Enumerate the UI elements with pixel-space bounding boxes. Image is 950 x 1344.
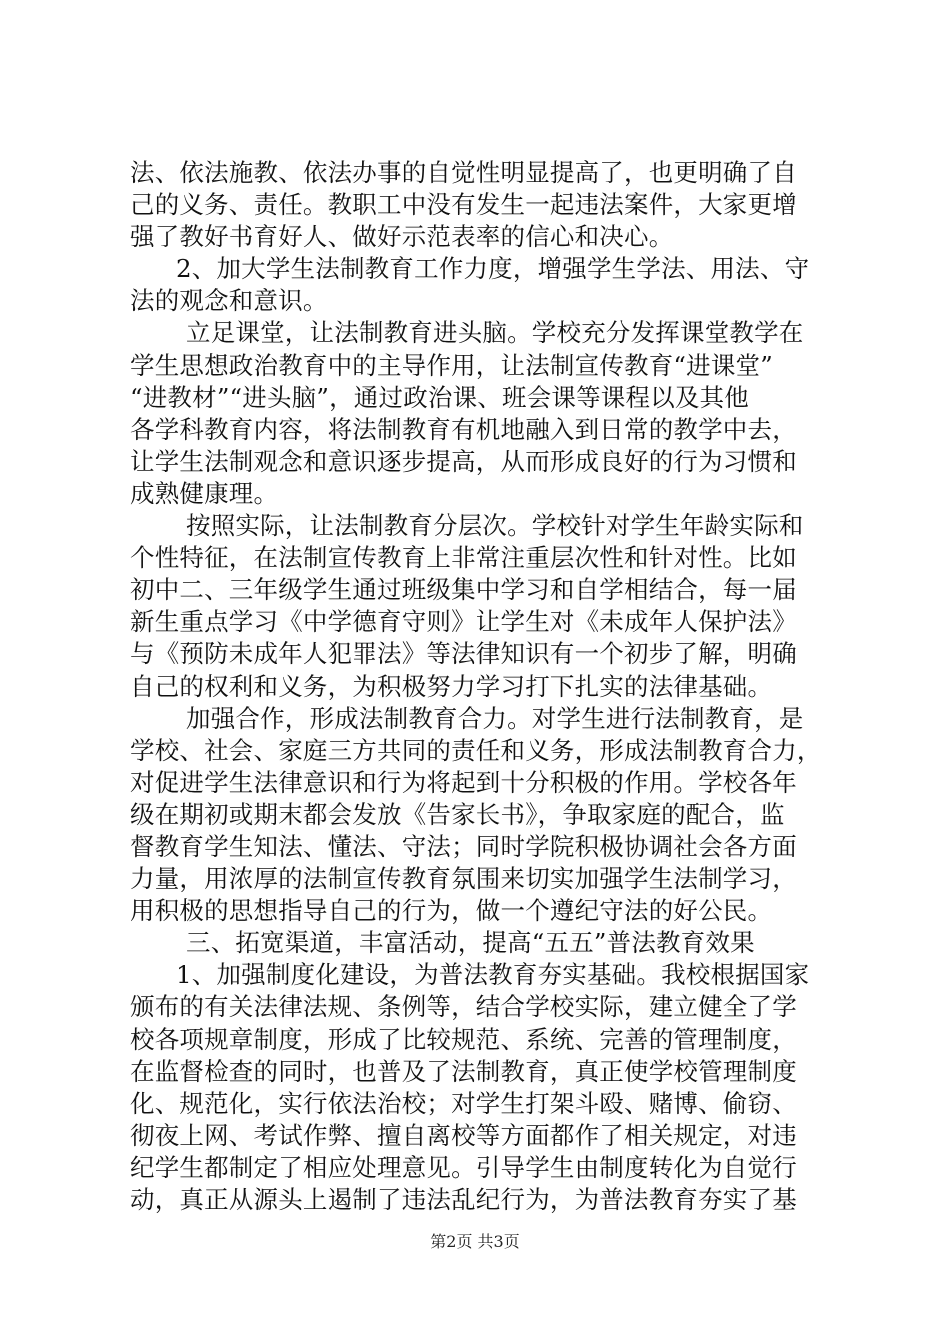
text-line: “进教材”“进头脑”，通过政治课、班会课等课程以及其他 [130,382,749,412]
text-line: 动，真正从源头上遏制了违法乱纪行为，为普法教育夯实了基 [130,1185,797,1214]
text-line: 校各项规章制度，形成了比较规范、系统、完善的管理制度， [130,1024,797,1054]
text-line: 立足课堂，让法制教育进头脑。学校充分发挥课堂教学在 [186,318,804,348]
section-heading: 三、拓宽渠道，丰富活动，提高“五五”普法教育效果 [186,928,755,958]
text-line: 新生重点学习《中学德育守则》让学生对《未成年人保护法》 [130,607,797,637]
text-line: 彻夜上网、考试作弊、擅自离校等方面都作了相关规定，对违 [130,1120,797,1150]
text-line: 1、加强制度化建设，为普法教育夯实基础。我校根据国家 [176,960,810,990]
page-number: 第2页 共3页 [430,1232,520,1251]
text-line: 强了教好书育好人、做好示范表率的信心和决心。 [130,222,674,252]
text-line: 成熟健康理。 [130,478,279,508]
text-line: 按照实际，让法制教育分层次。学校针对学生年龄实际和 [186,511,804,541]
text-line: 学生思想政治教育中的主导作用，让法制宣传教育“进课堂” [130,350,773,380]
text-line: 用积极的思想指导自己的行为，做一个遵纪守法的好公民。 [130,896,773,926]
text-line: 自己的权利和义务，为积极努力学习打下扎实的法律基础。 [130,671,773,701]
text-line: 纪学生都制定了相应处理意见。引导学生由制度转化为自觉行 [130,1152,797,1182]
text-line: 让学生法制观念和意识逐步提高，从而形成良好的行为习惯和 [130,446,797,476]
text-line: 颁布的有关法律法规、条例等，结合学校实际，建立健全了学 [130,992,797,1022]
text-line: 力量，用浓厚的法制宣传教育氛围来切实加强学生法制学习， [130,864,797,894]
text-line: 2、加大学生法制教育工作力度，增强学生学法、用法、守 [176,254,810,284]
text-line: 化、规范化，实行依法治校；对学生打架斗殴、赌博、偷窃、 [130,1088,797,1118]
text-line: 初中二、三年级学生通过班级集中学习和自学相结合，每一届 [130,575,797,605]
text-line: 各学科教育内容，将法制教育有机地融入到日常的教学中去， [130,414,797,444]
text-line: 级在期初或期末都会发放《告家长书》，争取家庭的配合，监 [130,799,785,829]
text-line: 加强合作，形成法制教育合力。对学生进行法制教育，是 [186,703,804,733]
text-line: 学校、社会、家庭三方共同的责任和义务，形成法制教育合力， [130,735,822,765]
page-footer [0,1229,950,1252]
text-line: 个性特征，在法制宣传教育上非常注重层次性和针对性。比如 [130,543,797,573]
text-line: 与《预防未成年人犯罪法》等法律知识有一个初步了解，明确 [130,639,797,669]
text-line: 法、依法施教、依法办事的自觉性明显提高了，也更明确了自 [130,158,797,187]
text-line: 己的义务、责任。教职工中没有发生一起违法案件，大家更增 [130,190,797,220]
body-text [130,157,830,1216]
text-line: 法的观念和意识。 [130,286,328,316]
text-line: 督教育学生知法、懂法、守法；同时学院积极协调社会各方面 [130,831,797,861]
text-line: 在监督检查的同时，也普及了法制教育，真正使学校管理制度 [130,1056,797,1086]
text-line: 对促进学生法律意识和行为将起到十分积极的作用。学校各年 [130,767,797,797]
